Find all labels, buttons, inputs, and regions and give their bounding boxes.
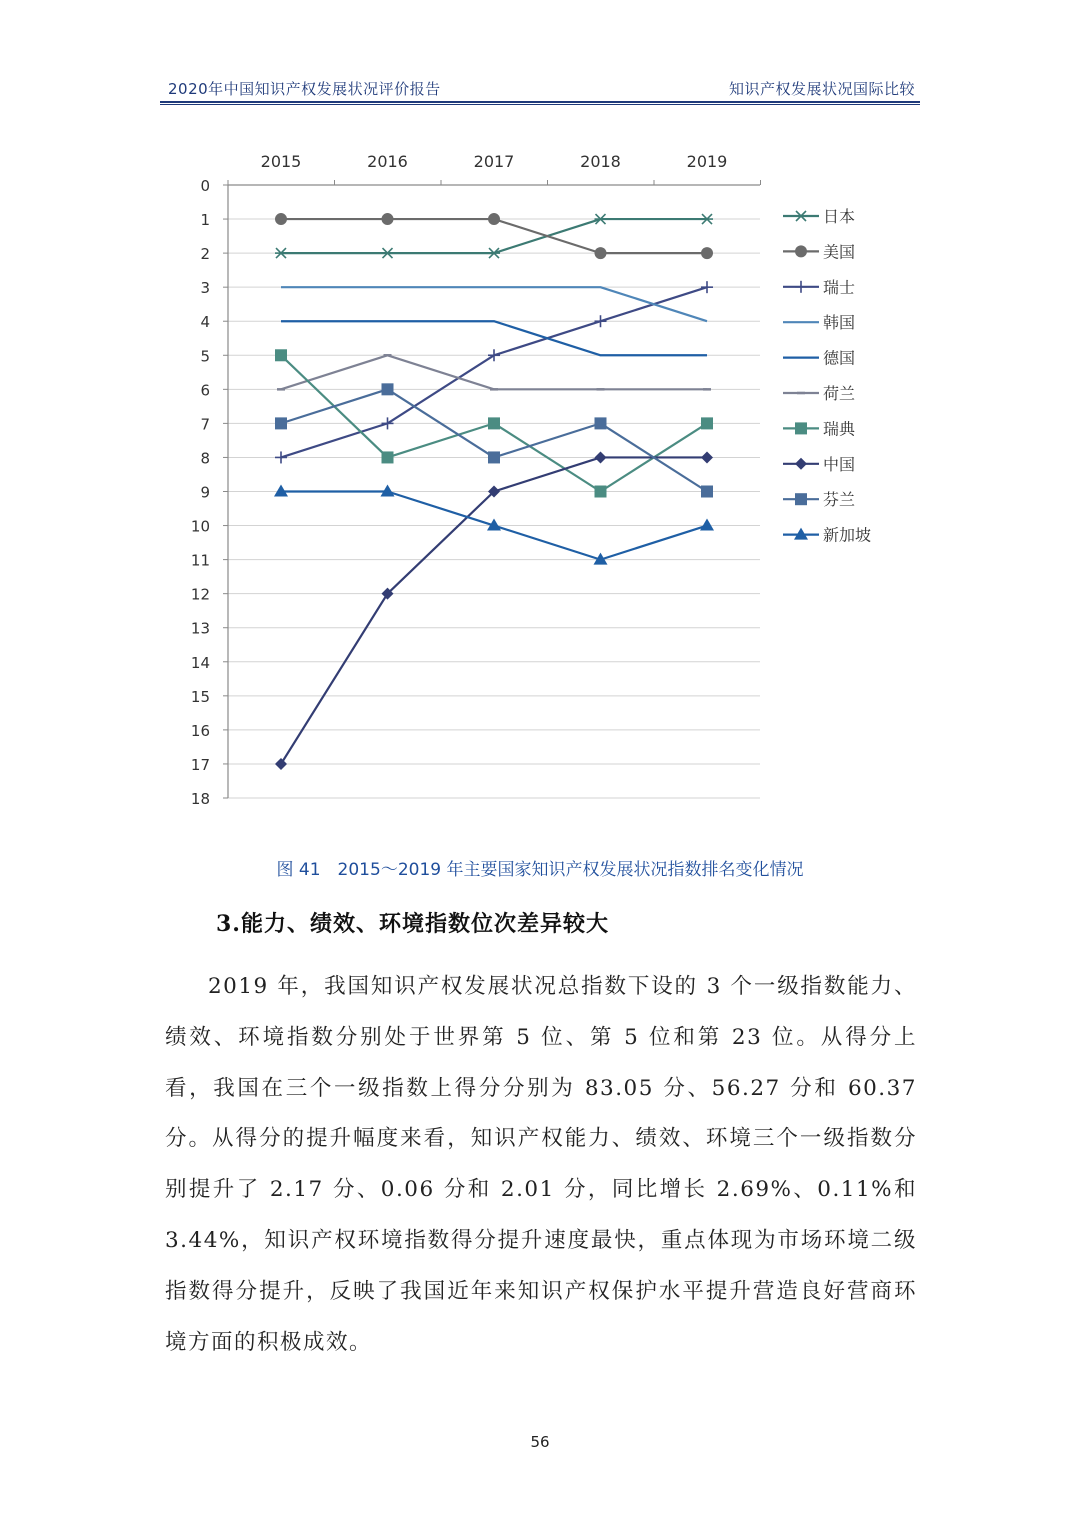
series-韩国 bbox=[281, 287, 707, 321]
y-tick-label: 15 bbox=[190, 687, 210, 706]
data-point-marker bbox=[382, 417, 394, 429]
legend-label: 中国 bbox=[823, 454, 856, 474]
data-point-marker bbox=[275, 451, 287, 463]
legend-label: 德国 bbox=[823, 348, 856, 368]
x-tick-label: 2016 bbox=[367, 152, 408, 171]
legend-label: 日本 bbox=[823, 207, 856, 226]
legend-item bbox=[783, 384, 855, 403]
series-line bbox=[281, 287, 707, 457]
series-line bbox=[281, 287, 707, 321]
data-point-marker bbox=[701, 281, 713, 293]
data-point-marker bbox=[595, 451, 607, 463]
legend-label: 瑞典 bbox=[823, 419, 856, 439]
legend-item bbox=[783, 313, 855, 332]
legend-label: 芬兰 bbox=[823, 490, 856, 510]
header-report-title: 2020年中国知识产权发展状况评价报告 bbox=[168, 80, 441, 98]
legend-item bbox=[783, 490, 855, 509]
legend-marker bbox=[795, 493, 807, 505]
legend-marker bbox=[795, 422, 807, 434]
data-point-marker bbox=[701, 214, 713, 224]
data-point-marker bbox=[701, 451, 713, 463]
data-point-marker bbox=[701, 417, 713, 429]
legend-label: 新加坡 bbox=[823, 525, 872, 545]
legend-label: 瑞士 bbox=[823, 277, 856, 297]
y-tick-label: 5 bbox=[200, 347, 210, 366]
data-point-marker bbox=[595, 486, 607, 498]
y-tick-label: 17 bbox=[190, 755, 210, 774]
y-tick-label: 16 bbox=[190, 721, 210, 740]
data-point-marker bbox=[382, 451, 394, 463]
section-heading: 3.能力、绩效、环境指数位次差异较大 bbox=[216, 911, 609, 937]
series-line bbox=[281, 457, 707, 764]
legend-label: 韩国 bbox=[823, 313, 856, 333]
legend-item bbox=[783, 349, 855, 368]
data-point-marker bbox=[275, 248, 287, 258]
data-point-marker bbox=[595, 315, 607, 327]
data-point-marker bbox=[275, 758, 287, 770]
legend-label: 荷兰 bbox=[823, 384, 856, 403]
data-point-marker bbox=[382, 383, 394, 395]
figure-caption: 图 41 2015～2019 年主要国家知识产权发展状况指数排名变化情况 bbox=[276, 860, 804, 880]
y-tick-label: 12 bbox=[190, 585, 210, 604]
data-point-marker bbox=[595, 417, 607, 429]
y-tick-label: 1 bbox=[200, 211, 210, 230]
x-tick-label: 2015 bbox=[260, 152, 302, 171]
y-tick-label: 8 bbox=[200, 449, 210, 468]
y-tick-label: 9 bbox=[200, 483, 210, 502]
legend-marker bbox=[795, 458, 807, 470]
y-tick-label: 7 bbox=[200, 415, 210, 434]
data-point-marker bbox=[700, 519, 714, 531]
data-point-marker bbox=[488, 248, 500, 258]
legend-item bbox=[783, 419, 856, 438]
y-tick-label: 4 bbox=[200, 313, 210, 332]
data-point-marker bbox=[382, 213, 394, 225]
y-tick-label: 2 bbox=[200, 245, 210, 264]
legend-marker bbox=[795, 211, 807, 221]
legend-item bbox=[783, 526, 871, 545]
y-tick-label: 6 bbox=[200, 381, 210, 400]
y-tick-label: 13 bbox=[190, 619, 210, 638]
legend-item bbox=[783, 278, 855, 297]
data-point-marker bbox=[488, 349, 500, 361]
series-line bbox=[281, 389, 707, 491]
series-芬兰 bbox=[275, 383, 713, 497]
legend-item bbox=[783, 242, 855, 261]
data-point-marker bbox=[595, 214, 607, 224]
data-point-marker bbox=[488, 451, 500, 463]
y-tick-label: 14 bbox=[190, 653, 210, 672]
y-tick-label: 18 bbox=[190, 790, 210, 808]
data-point-marker bbox=[275, 349, 287, 361]
legend-label: 美国 bbox=[823, 242, 856, 262]
data-point-marker bbox=[595, 247, 607, 259]
body-paragraph: 2019 年，我国知识产权发展状况总指数下设的 3 个一级指数能力、绩效、环境指数分别处于世界第 5 位、第 5 位和第 23 位。从得分上看，我国在三个一级指数上得分分别为 83.05 分、56.27 分和 60.37 分。从得分的提升幅度来看，知识产权能力、绩效、环境三个一级指数分别提升了 2.17 分、0.06 分和 2.01 分，同比增长 2.69%、0.11%和 3.44%，知识产权环境指数得分提升速度最快，重点体现为市场环境二级指数得分提升，反映了我国近年来知识产权保护水平提升营造良好营商环境方面的积极成效。 bbox=[165, 974, 917, 1355]
y-tick-label: 11 bbox=[190, 551, 210, 570]
data-point-marker bbox=[275, 213, 287, 225]
data-point-marker bbox=[701, 247, 713, 259]
series-瑞士 bbox=[275, 281, 713, 463]
y-tick-label: 0 bbox=[200, 177, 210, 195]
page-number: 56 bbox=[530, 1433, 550, 1451]
data-point-marker bbox=[701, 486, 713, 498]
legend-item bbox=[783, 207, 855, 226]
x-tick-label: 2018 bbox=[580, 152, 621, 171]
data-point-marker bbox=[488, 417, 500, 429]
x-tick-label: 2017 bbox=[473, 152, 515, 171]
header-section-title: 知识产权发展状况国际比较 bbox=[728, 80, 915, 98]
data-point-marker bbox=[382, 248, 394, 258]
series-中国 bbox=[275, 451, 713, 770]
y-tick-label: 10 bbox=[190, 517, 210, 536]
y-tick-label: 3 bbox=[200, 279, 210, 298]
x-tick-label: 2019 bbox=[686, 152, 728, 171]
legend-item bbox=[783, 455, 855, 474]
data-point-marker bbox=[275, 417, 287, 429]
legend-marker bbox=[795, 281, 807, 293]
data-point-marker bbox=[488, 213, 500, 225]
legend-marker bbox=[795, 245, 807, 257]
